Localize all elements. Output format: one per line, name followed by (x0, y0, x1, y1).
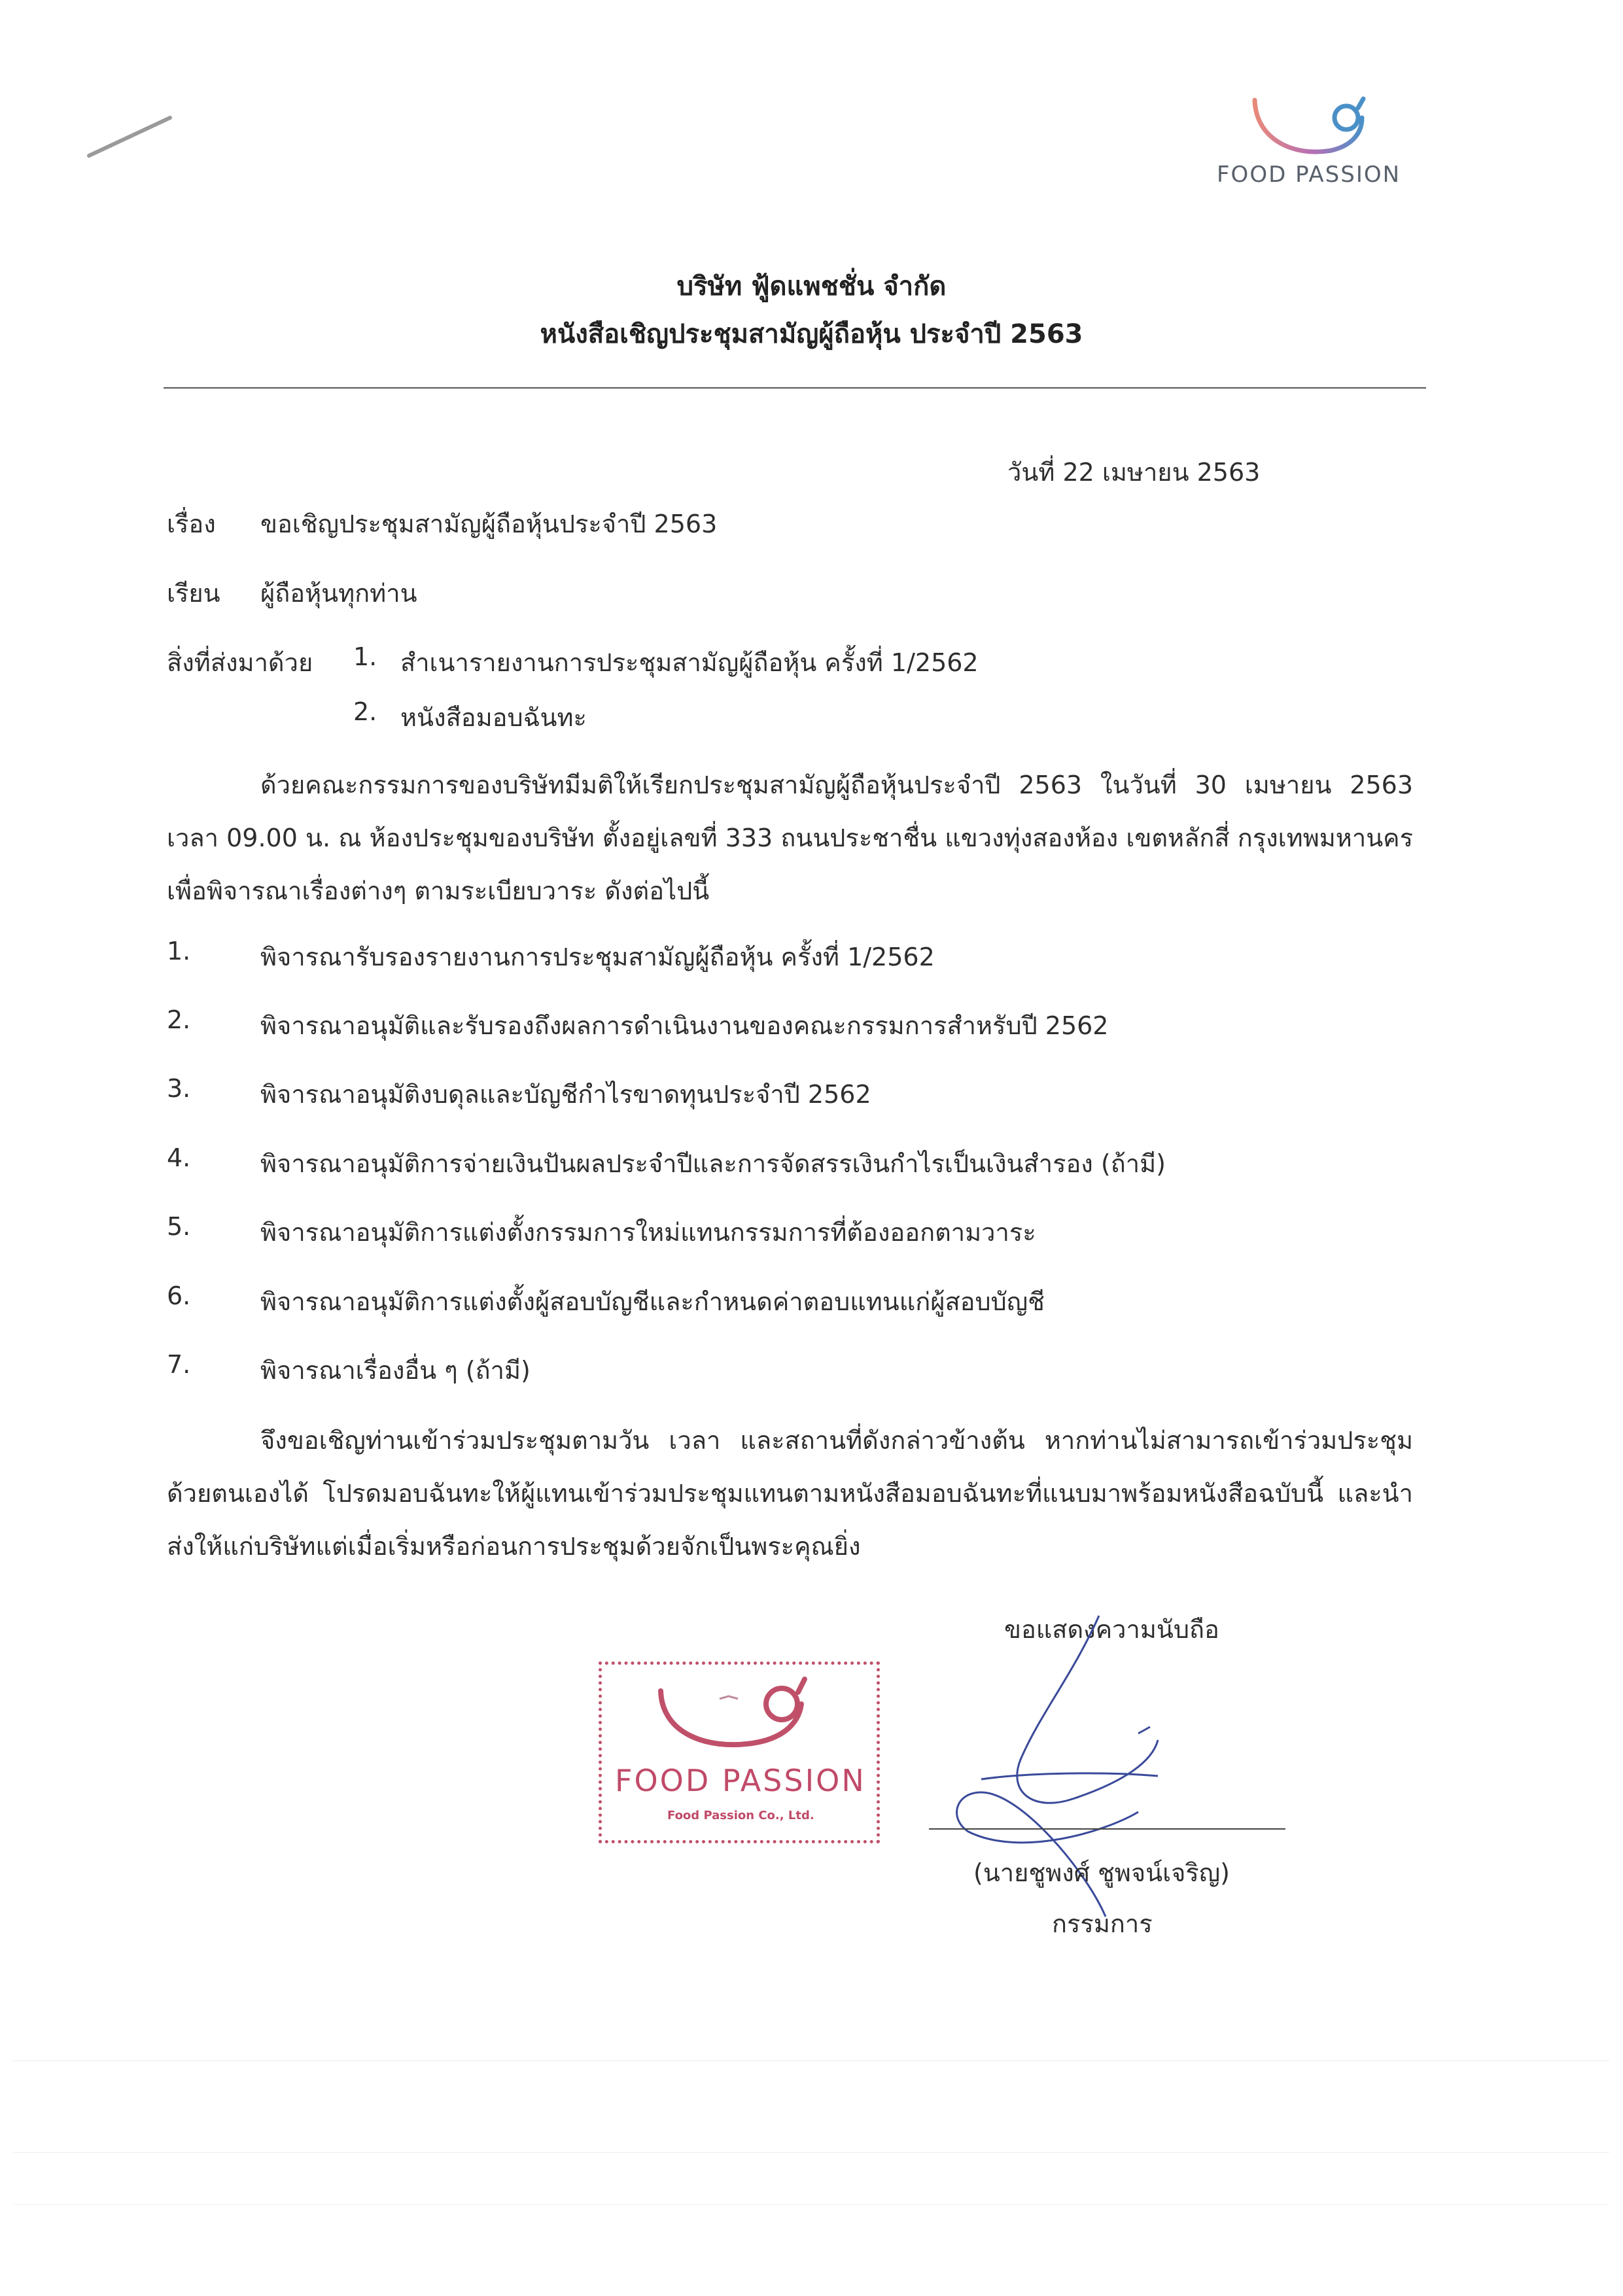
intro-paragraph: ด้วยคณะกรรมการของบริษัทมีมติให้เรียกประชุมสามัญผู้ถือหุ้นประจำปี 2563 ในวันที่ 30 เมษายน 2563 เวลา 09.00 น. ณ ห้องประชุมของบริษัท ตั้งอยู่เลขที่ 333 ถนนประชาชื่น แขวงทุ่งสองห้อง เขตหลักสี่ กรุงเทพมหานคร เพื่อพิจารณาเรื่องต่างๆ ตามระเบียบวาระ ดังต่อไปนี้ (167, 771, 1414, 905)
enclosure-text: หนังสือมอบฉันทะ (400, 703, 587, 732)
staple-mark (85, 111, 177, 164)
agenda-item-number: 6. (167, 1281, 191, 1310)
agenda-item-text: พิจารณาเรื่องอื่น ๆ (ถ้ามี) (260, 1356, 531, 1385)
recipient-label: เรียน (167, 579, 220, 608)
document-title: หนังสือเชิญประชุมสามัญผู้ถือหุ้น ประจำปี 2563 (540, 319, 1083, 349)
subject-value: ขอเชิญประชุมสามัญผู้ถือหุ้นประจำปี 2563 (260, 510, 718, 538)
signature-line (929, 1828, 1285, 1830)
signatory-name: (นายชูพงศ์ ชูพจน์เจริญ) (973, 1858, 1230, 1887)
agenda-item-number: 3. (167, 1074, 191, 1103)
agenda-item-text: พิจารณาอนุมัติการแต่งตั้งผู้สอบบัญชีและกำหนดค่าตอบแทนแก่ผู้สอบบัญชี (260, 1287, 1045, 1316)
food-passion-logo-icon (1217, 88, 1426, 160)
company-logo (1217, 88, 1426, 193)
enclosures-label: สิ่งที่ส่งมาด้วย (167, 648, 313, 677)
company-stamp (599, 1661, 880, 1843)
stamp-subtitle: Food Passion Co., Ltd. (667, 1809, 814, 1822)
agenda-item-text: พิจารณาอนุมัติและรับรองถึงผลการดำเนินงานของคณะกรรมการสำหรับปี 2562 (260, 1011, 1109, 1040)
agenda-item-number: 4. (167, 1143, 191, 1172)
closing-paragraph: จึงขอเชิญท่านเข้าร่วมประชุมตามวัน เวลา และสถานที่ดังกล่าวข้างต้น หากท่านไม่สามารถเข้าร่วมประชุมด้วยตนเองได้ โปรดมอบฉันทะให้ผู้แทนเข้าร่วมประชุมแทนตามหนังสือมอบฉันทะที่แนบมาพร้อมหนังสือฉบับนี้ และนำส่งให้แก่บริษัทแต่เมื่อเริ่มหรือก่อนการประชุมด้วยจักเป็นพระคุณยิ่ง (167, 1426, 1413, 1561)
enclosure-num: 1. (353, 642, 377, 671)
header-divider (164, 387, 1426, 389)
logo-wordmark: FOOD PASSION (1217, 162, 1401, 188)
stamp-logo-icon (602, 1665, 877, 1763)
enclosure-text: สำเนารายงานการประชุมสามัญผู้ถือหุ้น ครั้งที่ 1/2562 (400, 648, 979, 677)
agenda-item-number: 5. (167, 1212, 191, 1241)
signatory-position: กรรมการ (1052, 1909, 1153, 1938)
enclosure-num: 2. (353, 697, 377, 726)
stamp-wordmark: FOOD PASSION (615, 1763, 866, 1798)
agenda-item-text: พิจารณาอนุมัติงบดุลและบัญชีกำไรขาดทุนประจำปี 2562 (260, 1080, 871, 1109)
document-date: วันที่ 22 เมษายน 2563 (1007, 458, 1261, 487)
agenda-item-number: 1. (167, 937, 191, 965)
recipient-value: ผู้ถือหุ้นทุกท่าน (260, 579, 417, 608)
agenda-item-text: พิจารณารับรองรายงานการประชุมสามัญผู้ถือหุ้น ครั้งที่ 1/2562 (260, 943, 935, 971)
agenda-item-text: พิจารณาอนุมัติการแต่งตั้งกรรมการใหม่แทนกรรมการที่ต้องออกตามวาระ (260, 1218, 1036, 1247)
agenda-item-number: 2. (167, 1005, 191, 1034)
agenda-item-text: พิจารณาอนุมัติการจ่ายเงินปันผลประจำปีและการจัดสรรเงินกำไรเป็นเงินสำรอง (ถ้ามี) (260, 1149, 1166, 1178)
company-name: บริษัท ฟู้ดแพชชั่น จำกัด (676, 271, 947, 302)
closing-salutation: ขอแสดงความนับถือ (1004, 1615, 1219, 1644)
scan-artifact-line (13, 2204, 1609, 2205)
subject-label: เรื่อง (167, 510, 216, 538)
scan-artifact-line (13, 2152, 1609, 2153)
agenda-item-number: 7. (167, 1350, 191, 1379)
